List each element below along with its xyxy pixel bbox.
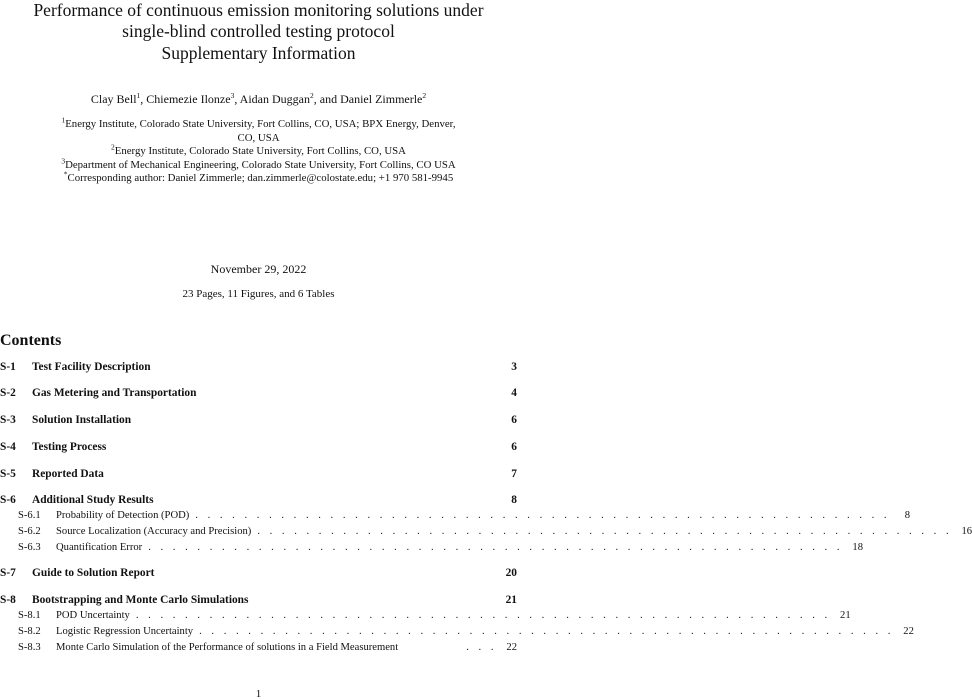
- toc-number: S-5: [0, 468, 16, 480]
- toc-section-s5[interactable]: [0, 468, 517, 482]
- corresponding-author-text: Corresponding author: Daniel Zimmerle; dan.zimmerle@colostate.edu; +1 970 581-9945: [67, 172, 454, 184]
- page-number: 1: [255, 688, 262, 700]
- toc-number: S-7: [0, 567, 16, 579]
- toc-page: 8: [904, 510, 911, 521]
- toc-number: S-6.2: [18, 526, 41, 537]
- affiliation-1: [0, 115, 517, 132]
- toc-section-s4[interactable]: [0, 441, 517, 455]
- toc-number: S-4: [0, 441, 16, 453]
- affil-marker: 3: [61, 155, 66, 165]
- author-name: Daniel Zimmerle: [340, 92, 423, 106]
- toc-page: 4: [511, 387, 517, 399]
- toc-number: S-1: [0, 361, 16, 373]
- affiliation-2: [0, 142, 517, 159]
- affiliation-text: Energy Institute, Colorado State University, Fort Collins, CO, USA: [114, 145, 406, 157]
- author-separator: ,: [234, 92, 240, 106]
- title-line-1: Performance of continuous emission monitoring solutions under: [33, 0, 484, 20]
- title-line-2: single-blind controlled testing protocol: [122, 21, 395, 41]
- toc-number: S-8.2: [18, 626, 41, 637]
- author-name: Clay Bell: [90, 92, 137, 106]
- toc-section-s8[interactable]: [0, 594, 517, 608]
- toc-label: Reported Data: [32, 468, 104, 480]
- author-affil-marker: 2: [310, 91, 314, 100]
- toc-label: Source Localization (Accuracy and Precision): [56, 526, 252, 537]
- toc-number: S-6.1: [18, 510, 41, 521]
- toc-leader: . . . . . . . . . . . . . . . . . . . . . . . . . . . . . . . . . . . . . . . . . . . . . . . . . . . . . . . . .: [148, 542, 843, 553]
- toc-subsection-s8-2[interactable]: [18, 626, 914, 639]
- toc-label: Bootstrapping and Monte Carlo Simulations: [32, 594, 249, 606]
- toc-label: Monte Carlo Simulation of the Performance of solutions in a Field Measurement: [56, 642, 399, 653]
- toc-number: S-3: [0, 414, 16, 426]
- toc-label: Logistic Regression Uncertainty: [56, 626, 194, 637]
- toc-label: Solution Installation: [32, 414, 132, 426]
- toc-label: Gas Metering and Transportation: [32, 387, 197, 399]
- author-affil-marker: 1: [136, 91, 141, 100]
- affiliation-3: [0, 155, 517, 173]
- toc-number: S-8.3: [18, 642, 41, 653]
- toc-page: 22: [506, 642, 517, 653]
- toc-leader: . . . . . . . . . . . . . . . . . . . . . . . . . . . . . . . . . . . . . . . . . . . . . . . . . . . . . . . . .: [135, 610, 831, 621]
- toc-page: 16: [961, 526, 972, 537]
- contents-heading: Contents: [0, 332, 62, 349]
- author-separator: , and: [313, 92, 341, 106]
- toc-number: S-6.3: [18, 542, 41, 553]
- toc-label: Additional Study Results: [32, 494, 154, 506]
- author-name: Chiemezie Ilonze: [146, 92, 231, 106]
- toc-leader: . . . . . . . . . . . . . . . . . . . . . . . . . . . . . . . . . . . . . . . . . . . . . . . . . . . . . . . . .: [195, 510, 891, 521]
- toc-subsection-s6-2[interactable]: [18, 526, 972, 539]
- toc-page: 21: [505, 594, 517, 606]
- toc-page: 3: [511, 361, 517, 373]
- corresponding-author: [0, 169, 517, 186]
- toc-subsection-s8-3[interactable]: [18, 642, 517, 655]
- toc-subsection-s8-1[interactable]: [18, 610, 851, 623]
- toc-page: 22: [903, 626, 914, 637]
- toc-leader: . . . . . . . . . . . . . . . . . . . . . . . . . . . . . . . . . . . . . . . . . . . . . . . . . . . . . . . . .: [199, 626, 894, 637]
- toc-subsection-s6-3[interactable]: [18, 542, 863, 555]
- toc-number: S-6: [0, 494, 16, 506]
- toc-label: POD Uncertainty: [56, 610, 130, 621]
- affiliations: [0, 115, 517, 186]
- toc-label: Test Facility Description: [32, 361, 151, 373]
- toc-subsection-s6-1[interactable]: [18, 510, 911, 523]
- toc-section-s7[interactable]: [0, 567, 517, 581]
- toc-page: 7: [511, 468, 517, 480]
- toc-page: 21: [840, 610, 851, 621]
- toc-label: Testing Process: [32, 441, 107, 453]
- toc-page: 18: [852, 542, 863, 553]
- title-line-3: Supplementary Information: [161, 43, 356, 63]
- toc-section-s3[interactable]: [0, 414, 517, 428]
- affil-marker: 2: [111, 142, 115, 152]
- toc-label: Guide to Solution Report: [32, 567, 155, 579]
- toc-label: Probability of Detection (POD): [56, 510, 190, 521]
- toc-page: 8: [511, 494, 517, 506]
- affiliation-1-cont: CO, USA: [237, 131, 280, 144]
- toc-section-s6[interactable]: [0, 494, 517, 508]
- toc-leader: . . . . . . . . . . . . . . . . . . . . . . . . . . . . . . . . . . . . . . . . . . . . . . . . . . . . . . . . .: [257, 526, 953, 537]
- author-separator: ,: [140, 92, 147, 106]
- toc-section-s1[interactable]: [0, 361, 517, 375]
- affiliation-text: Energy Institute, Colorado State University, Fort Collins, CO, USA; BPX Energy, Denver,: [65, 118, 456, 130]
- toc-number: S-8.1: [18, 610, 41, 621]
- toc-label: Quantification Error: [56, 542, 143, 553]
- toc-page: 20: [505, 567, 517, 579]
- affil-marker: *: [63, 169, 68, 179]
- document-counts: 23 Pages, 11 Figures, and 6 Tables: [182, 288, 335, 300]
- affil-marker: 1: [61, 115, 66, 125]
- toc-page: 6: [511, 414, 517, 426]
- author-affil-marker: 3: [230, 91, 235, 100]
- toc-page: 6: [511, 441, 517, 453]
- toc-section-s2[interactable]: [0, 387, 517, 401]
- toc-number: S-8: [0, 594, 16, 606]
- toc-number: S-2: [0, 387, 16, 399]
- author-affil-marker: 2: [422, 91, 427, 100]
- toc-leader: . . .: [466, 642, 497, 653]
- document-date: November 29, 2022: [210, 262, 307, 276]
- author-list: [0, 92, 517, 107]
- affiliation-text: Department of Mechanical Engineering, Colorado State University, Fort Collins, CO USA: [65, 158, 456, 171]
- author-name: Aidan Duggan: [239, 92, 310, 106]
